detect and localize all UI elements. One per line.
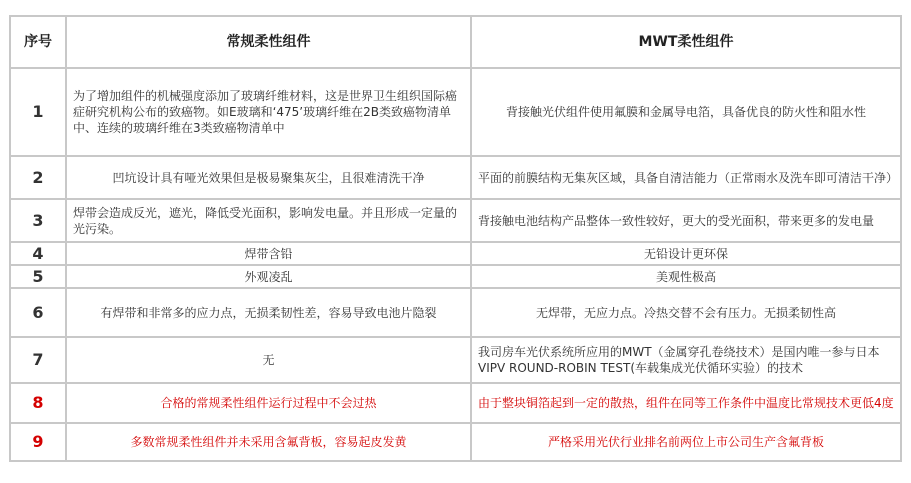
header-index: 序号 [10, 16, 66, 68]
header-mwt: MWT柔性组件 [471, 16, 901, 68]
table-header-row [10, 16, 901, 68]
table-row [10, 337, 901, 383]
row-number: 6 [10, 288, 66, 337]
mwt-cell: 无铅设计更环保 [471, 242, 901, 265]
table-row [10, 265, 901, 288]
mwt-cell: 美观性极高 [471, 265, 901, 288]
row-number: 4 [10, 242, 66, 265]
conventional-cell: 有焊带和非常多的应力点，无损柔韧性差，容易导致电池片隐裂 [66, 288, 471, 337]
row-number: 9 [10, 423, 66, 461]
mwt-cell: 严格采用光伏行业排名前两位上市公司生产含氟背板 [471, 423, 901, 461]
table-row [10, 156, 901, 199]
conventional-cell: 外观凌乱 [66, 265, 471, 288]
table-row [10, 199, 901, 242]
table-row-highlighted [10, 383, 901, 423]
conventional-cell: 多数常规柔性组件并未采用含氟背板，容易起皮发黄 [66, 423, 471, 461]
conventional-cell: 无 [66, 337, 471, 383]
table-row [10, 68, 901, 156]
row-number: 2 [10, 156, 66, 199]
table-row [10, 242, 901, 265]
conventional-cell: 焊带会造成反光，遮光，降低受光面积，影响发电量。并且形成一定量的光污染。 [66, 199, 471, 242]
mwt-cell: 我司房车光伏系统所应用的MWT（金属穿孔卷绕技术）是国内唯一参与日本VIPV ROUND-ROBIN TEST(车载集成光伏循环实验）的技术 [471, 337, 901, 383]
conventional-cell: 为了增加组件的机械强度添加了玻璃纤维材料，这是世界卫生组织国际癌症研究机构公布的致癌物。如E玻璃和‘475’玻璃纤维在2B类致癌物清单中、连续的玻璃纤维在3类致癌物清单中 [66, 68, 471, 156]
conventional-cell: 合格的常规柔性组件运行过程中不会过热 [66, 383, 471, 423]
header-conventional: 常规柔性组件 [66, 16, 471, 68]
mwt-cell: 背接触电池结构产品整体一致性较好，更大的受光面积，带来更多的发电量 [471, 199, 901, 242]
conventional-cell: 焊带含铅 [66, 242, 471, 265]
mwt-cell: 平面的前膜结构无集灰区域，具备自清洁能力（正常雨水及洗车即可清洁干净） [471, 156, 901, 199]
row-number: 3 [10, 199, 66, 242]
conventional-cell: 凹坑设计具有哑光效果但是极易聚集灰尘，且很难清洗干净 [66, 156, 471, 199]
mwt-cell: 无焊带，无应力点。冷热交替不会有压力。无损柔韧性高 [471, 288, 901, 337]
table-row [10, 288, 901, 337]
comparison-table [9, 15, 902, 462]
comparison-table-container [9, 15, 900, 462]
mwt-cell: 背接触光伏组件使用氟膜和金属导电箔，具备优良的防火性和阻水性 [471, 68, 901, 156]
table-row-highlighted [10, 423, 901, 461]
row-number: 5 [10, 265, 66, 288]
mwt-cell: 由于整块铜箔起到一定的散热，组件在同等工作条件中温度比常规技术更低4度 [471, 383, 901, 423]
row-number: 7 [10, 337, 66, 383]
row-number: 8 [10, 383, 66, 423]
row-number: 1 [10, 68, 66, 156]
